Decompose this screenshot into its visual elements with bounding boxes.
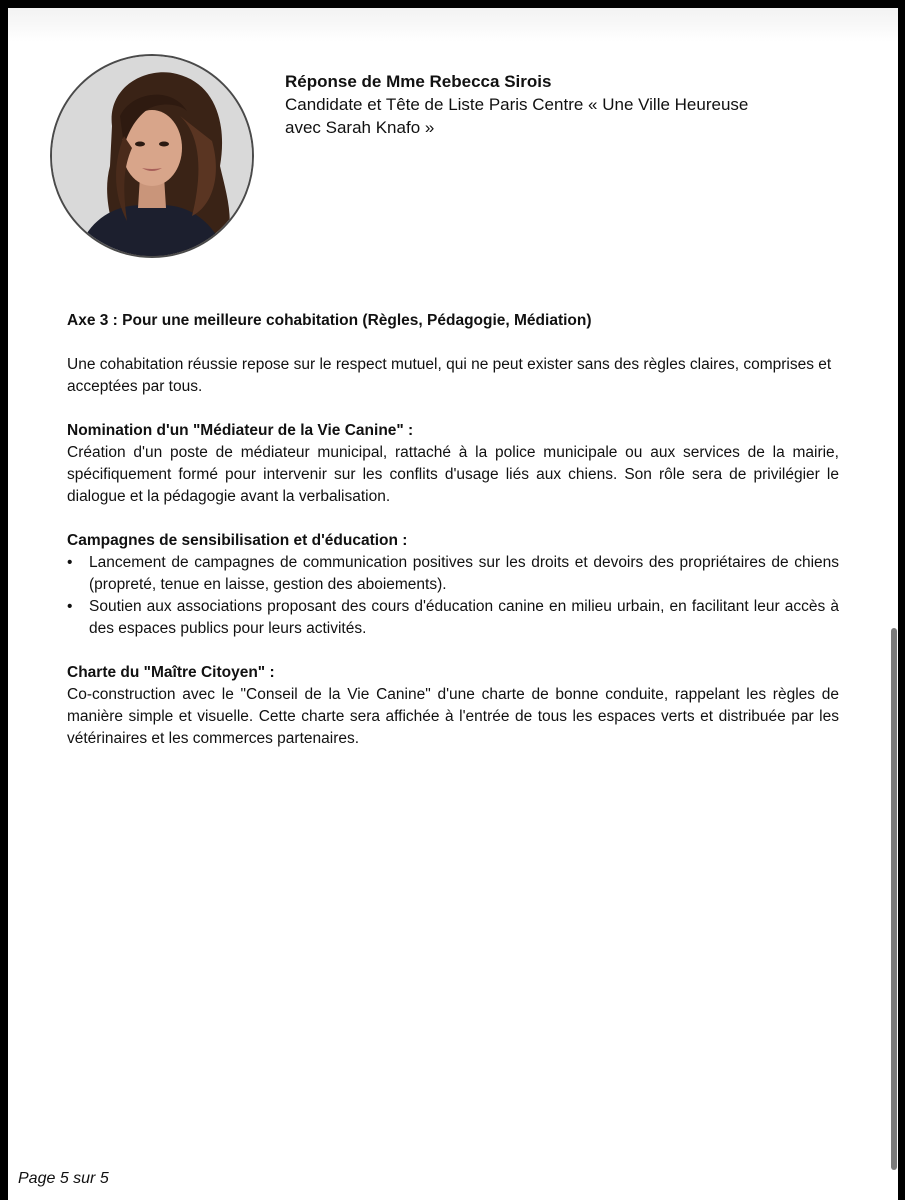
respondent-name: Réponse de Mme Rebecca Sirois xyxy=(285,72,552,91)
page-top-shadow xyxy=(8,8,898,42)
list-item-text: Lancement de campagnes de communication positives sur les droits et devoirs des propriétaires de chiens (propreté, tenue en laisse, gestion des aboiements). xyxy=(89,554,839,593)
page-number: Page 5 sur 5 xyxy=(18,1170,109,1187)
section-title-campaigns: Campagnes de sensibilisation et d'éducation : xyxy=(67,532,408,549)
document-body xyxy=(67,310,839,772)
document-page xyxy=(8,8,898,1200)
respondent-header xyxy=(285,70,845,139)
bullet-icon: • xyxy=(67,554,73,571)
bullet-icon: • xyxy=(67,598,73,615)
respondent-subtitle-line1: Candidate et Tête de Liste Paris Centre « Une Ville Heureuse xyxy=(285,95,749,114)
list-item-text: Soutien aux associations proposant des cours d'éducation canine en milieu urbain, en facilitant leur accès à des espaces publics pour leurs activités. xyxy=(89,598,839,637)
portrait-image xyxy=(52,56,252,256)
vertical-scrollbar[interactable] xyxy=(891,628,897,1170)
respondent-subtitle-line2: avec Sarah Knafo » xyxy=(285,118,435,137)
section-body-charter: Co-construction avec le "Conseil de la Vie Canine" d'une charte de bonne conduite, rappelant les règles de manière simple et visuelle. Cette charte sera affichée à l'entrée de tous les espaces verts et distribuée par les vétérinaires et les commerces partenaires. xyxy=(67,686,839,747)
intro-paragraph: Une cohabitation réussie repose sur le respect mutuel, qui ne peut exister sans des règles claires, comprises et acceptées par tous. xyxy=(67,356,832,395)
section-title-mediator: Nomination d'un "Médiateur de la Vie Canine" : xyxy=(67,422,414,439)
section-body-mediator: Création d'un poste de médiateur municipal, rattaché à la police municipale ou aux services de la mairie, spécifiquement formé pour intervenir sur les conflits d'usage liés aux chiens. Son rôle sera de privilégier le dialogue et la pédagogie avant la verbalisation. xyxy=(67,444,839,505)
section-title-charter: Charte du "Maître Citoyen" : xyxy=(67,664,275,681)
axis-title: Axe 3 : Pour une meilleure cohabitation (Règles, Pédagogie, Médiation) xyxy=(67,312,592,329)
list-item xyxy=(67,596,839,640)
list-item xyxy=(67,552,839,596)
campaigns-bullet-list xyxy=(67,552,839,640)
candidate-portrait xyxy=(50,54,254,258)
